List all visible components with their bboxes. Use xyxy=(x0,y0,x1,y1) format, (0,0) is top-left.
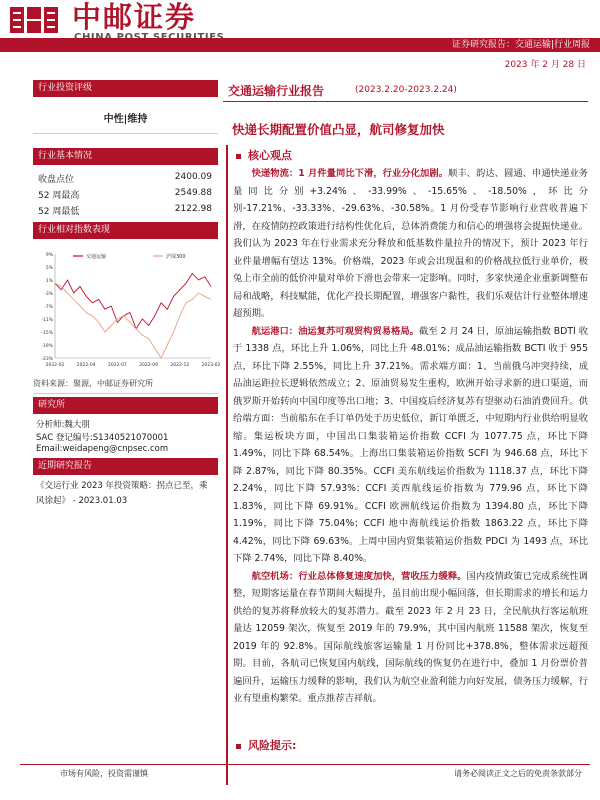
paragraph-text: 顺丰、韵达、圆通、申通快递业务量同比分别+3.24%、-33.99%、-15.65%、-18.50%，环比分别-17.21%、-33.33%、-29.63%、-30.58%。1 月份受春节影响行业营收普遍下滑，在疫情防控政策进行结构性优化后，总体消费能力和信心的增强将会提振快递业。我们认为 2023 年在行业需求充分释放和低基数件量拉升的情况下，预计 2023 年行业件量增幅有望达 13%。价格端，2023 年或会出现温和的价格战拉低行业单价，极兔上市全前的低价冲量对单价下滑也会带来一定影响。同时，多家快递企业重新调整布局和战略，科技赋能，优化产投长期配置，增强客户黏性，我们乐观估计行业整体增速超预期。 xyxy=(233,168,588,319)
x-tick-label: 2023-02 xyxy=(201,363,221,368)
analyst-name: 分析师:魏大朋 xyxy=(36,420,90,430)
y-tick-label: -11% xyxy=(41,318,53,323)
recent-report-link[interactable]: 《交运行业 2023 年投资策略：拐点已至，乘风徐起》 - 2023.01.03 xyxy=(36,481,208,506)
analyst-email[interactable]: Email:weidapeng@cnpsec.com xyxy=(36,444,169,454)
y-tick-label: 1% xyxy=(45,279,53,284)
relative-index-chart xyxy=(33,246,221,372)
brand-name: 中邮证券 xyxy=(72,0,197,34)
report-type: 交通运输行业报告 xyxy=(228,84,325,98)
footer-rule xyxy=(20,764,590,765)
divider xyxy=(33,133,218,134)
company-logo xyxy=(10,5,68,35)
industry-rating: 中性|维持 xyxy=(103,114,148,125)
basic-info-section-title: 行业基本情况 xyxy=(33,148,218,165)
divider xyxy=(33,393,218,394)
y-tick-label: -19% xyxy=(41,344,53,349)
report-date: 2023 年 2 月 28 日 xyxy=(504,60,586,70)
rating-section-title: 行业投资评级 xyxy=(33,80,218,97)
paragraph-heading: 航运港口：油运复苏可观贸构贸易格局。 xyxy=(251,325,419,337)
high-52w-value: 2549.88 xyxy=(174,188,212,198)
research-section-title: 研究所 xyxy=(33,397,218,414)
low-52w-value: 2122.98 xyxy=(174,204,212,214)
paragraph-text: 国内疫情政策已完成系统性调整，短期客运量在春节期间大幅提升，虽目前出现小幅回落，但长期需求的增长和运力供给的复苏将释放较大的复苏潜力。截至 2023 年 2 月 23 日，全民航执行客运航班量达 12059 架次，恢复至 2019 年的 79.9%，其中国内航班 11588 架次，恢复至 2019 年的 92.8%。国际航线旅客运输量 1 月份同比+378.8%，整体需求远超预期。目前，各航司已恢复国内航线，国际航线的恢复仍在进行中，叠加 1 月份票价普遍回升，运输压力缓释的影响，我们认为航空业盈利能力向好发展，债务压力缓解，行业有望重构繁荣。重点推荐吉祥航。 xyxy=(233,570,588,704)
report-period: (2023.2.20-2023.2.24) xyxy=(355,85,457,95)
analyst-sac: SAC 登记编号:S1340521070001 xyxy=(36,433,169,443)
chart-source: 资料来源：聚源，中邮证券研究所 xyxy=(33,379,153,388)
y-tick-label: -15% xyxy=(41,331,53,336)
bullet-square-icon xyxy=(236,744,241,749)
paragraph-heading: 快递物流：1 月件量同比下滑，行业分化加剧。 xyxy=(251,168,449,179)
low-52w-label: 52 周最低 xyxy=(38,207,80,217)
x-tick-label: 2022-09 xyxy=(139,363,159,368)
report-body xyxy=(233,165,588,708)
paragraph-shipping xyxy=(233,323,588,568)
y-tick-label: -3% xyxy=(44,292,53,297)
x-tick-label: 2022-04 xyxy=(76,363,96,368)
y-tick-label: 5% xyxy=(45,266,53,271)
paragraph-text: 截至 2 月 24 日，原油运输指数 BDTI 收于 1338 点，环比上升 1.06%，同比上升 48.01%；成品油运输指数 BCTI 收于 955 点，环比下降 2.55%，同比上升 37.21%。需求端方面：1、当前俄乌冲突持续，成品油运距拉长逻辑依然成立；2、原油贸易发生重构，欧洲开始寻求新的进口渠道，而俄罗斯开始转向中国印度等出口地；3、中国疫后经济复苏有望驱动石油消费回升。供给端方面：当前船东在手订单仍处于历史低位，新订单匮乏，中短期内行业供给明显收缩。集运板块方面，中国出口集装箱运价指数 CCFI 为 1077.75 点，环比下降 1.49%，同比下降 68.54%。上海出口集装箱运价指数 SCFI 为 946.68 点，环比下降 2.87%，同比下降 80.35%。CCFI 美东航线运价指数为 1118.37 点，环比下降 2.24%，同比下降 57.93%；CCFI 美西航线运价指数为 779.96 点，环比下降 1.83%，同比下降 69.91%。CCFI 欧洲航线运价指数为 1394.80 点，环比下降 1.19%，同比下降 75.04%；CCFI 地中海航线运价指数 1863.22 点，环比下降 4.42%，同比下降 69.63%。上周中国内贸集装箱运价指数 PDCI 为 1493 点，环比下降 2.74%，同比下降 8.40%。 xyxy=(233,325,588,564)
close-label: 收盘点位 xyxy=(38,175,75,185)
x-tick-label: 2022-12 xyxy=(170,363,190,368)
x-tick-label: 2022-07 xyxy=(107,363,127,368)
report-headline: 快递长期配置价值凸显，航司修复加快 xyxy=(232,122,445,137)
column-divider xyxy=(226,145,228,785)
x-tick-label: 2022-02 xyxy=(45,363,65,368)
high-52w-label: 52 周最高 xyxy=(38,191,80,201)
close-value: 2400.09 xyxy=(174,172,212,182)
y-tick-label: 9% xyxy=(45,253,53,258)
footer-notice: 请务必阅读正文之后的免责条款部分 xyxy=(454,769,582,778)
risk-title: 风险提示: xyxy=(248,739,297,752)
relative-index-section-title: 行业相对指数表现 xyxy=(33,222,218,239)
recent-reports-section-title: 近期研究报告 xyxy=(33,458,218,475)
legend-label: 沪深300 xyxy=(166,254,186,260)
paragraph-heading: 航空机场：行业总体修复速度加快，营收压力缓释。 xyxy=(251,570,467,582)
bullet-square-icon xyxy=(236,154,241,159)
core-view-title: 核心观点 xyxy=(248,149,292,162)
y-tick-label: -23% xyxy=(41,357,53,362)
paragraph-aviation xyxy=(233,568,588,708)
series-line-0 xyxy=(55,274,211,329)
paragraph-express xyxy=(233,165,588,323)
footer-disclaimer: 市场有风险，投资需谨慎 xyxy=(60,769,148,778)
y-tick-label: -7% xyxy=(44,305,53,310)
legend-label: 交通运输 xyxy=(86,254,107,260)
breadcrumb: 证券研究报告：交通运输|行业周报 xyxy=(451,40,590,50)
